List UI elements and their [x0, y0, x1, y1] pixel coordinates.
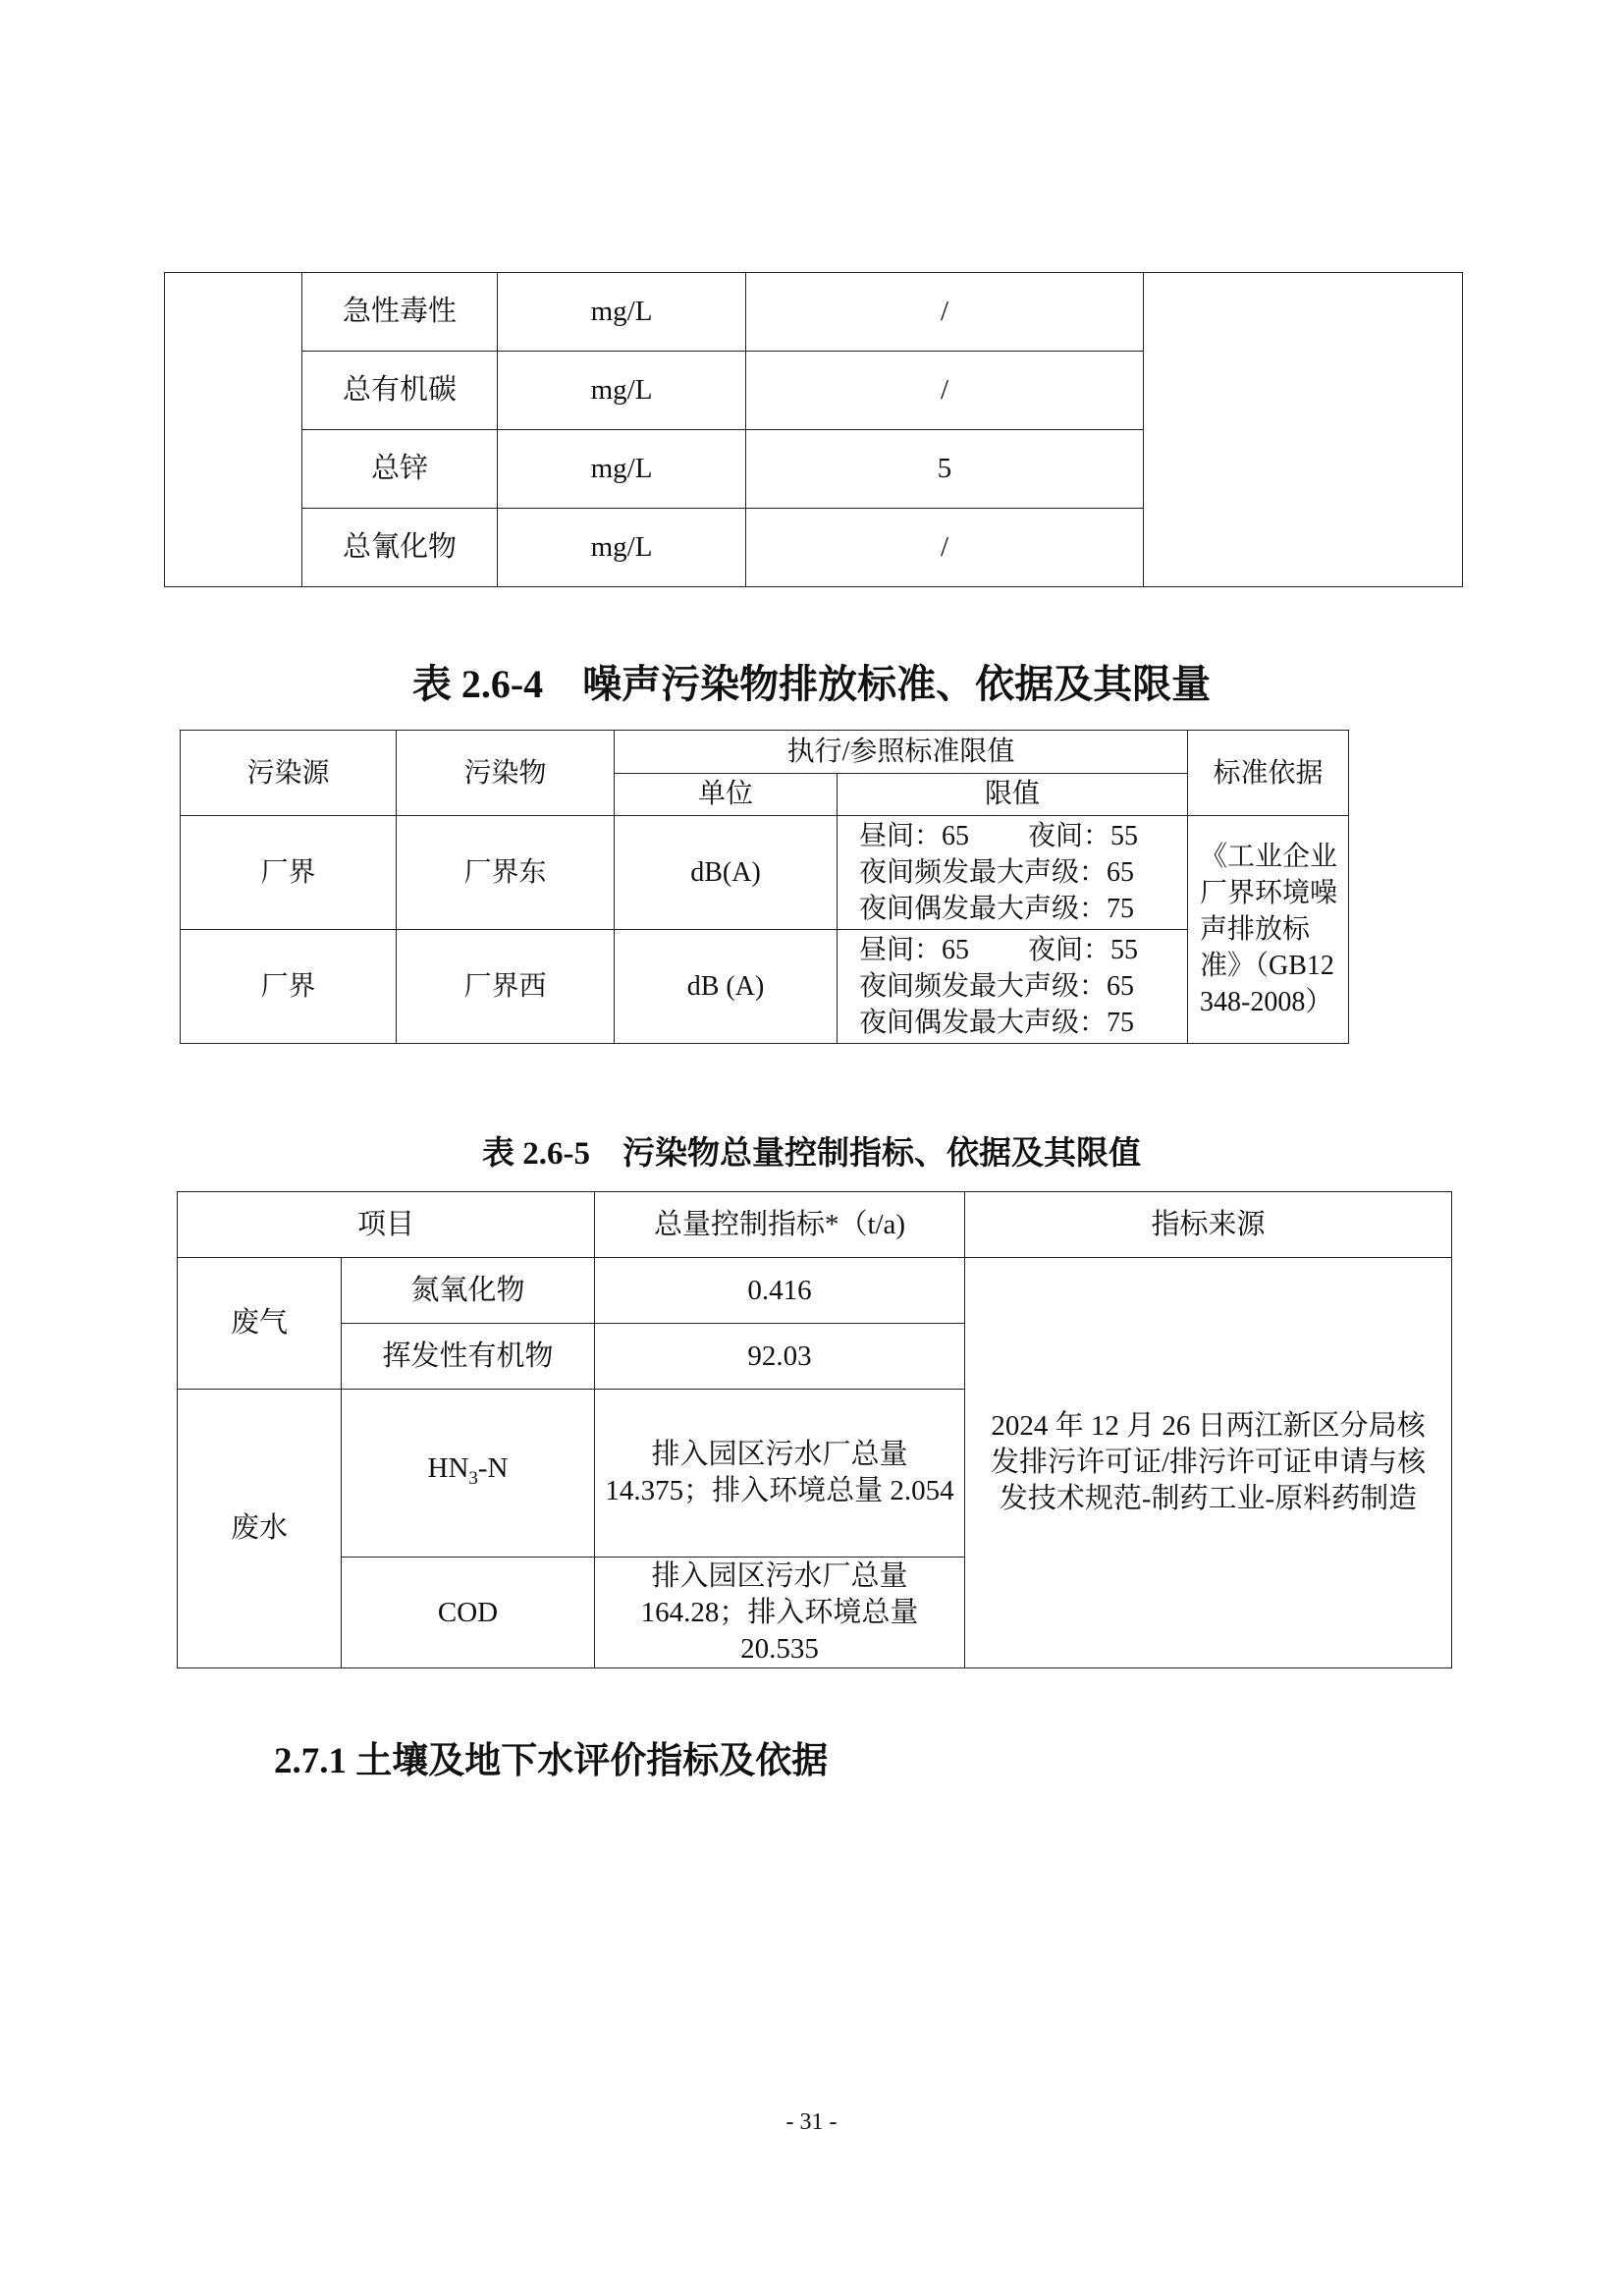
pollutant-unit: mg/L	[498, 273, 746, 352]
nh3-text: HN	[427, 1451, 469, 1484]
nh3-suffix: -N	[477, 1451, 509, 1484]
limit-occasional: 夜间偶发最大声级：75	[859, 894, 1135, 924]
header-source: 污染源	[181, 731, 397, 816]
table-caption-total-control: 表 2.6-5 污染物总量控制指标、依据及其限值	[482, 1136, 1141, 1172]
pollutant-name: 急性毒性	[302, 273, 498, 352]
header-limit: 限值	[838, 773, 1188, 816]
pollutant-name: 总氰化物	[302, 509, 498, 587]
noise-pollutant: 厂界东	[397, 816, 615, 930]
pollutant-limit: /	[746, 273, 1144, 352]
item-value-nh3: 排入园区污水厂总量14.375；排入环境总量 2.054	[595, 1390, 965, 1558]
item-name: 氮氧化物	[342, 1258, 595, 1324]
header-basis: 标准依据	[1188, 731, 1349, 816]
noise-source: 厂界	[181, 816, 397, 930]
header-unit: 单位	[615, 773, 838, 816]
limit-day: 昼间：65	[859, 935, 970, 965]
nh3-subscript: 3	[468, 1467, 478, 1489]
noise-limit-values	[838, 816, 1188, 930]
item-name-nh3	[342, 1390, 595, 1558]
pollutant-unit: mg/L	[498, 352, 746, 430]
limit-night: 夜间：55	[1028, 935, 1139, 965]
table-row	[165, 273, 1463, 352]
pollutant-limit: /	[746, 352, 1144, 430]
indicator-source: 2024 年 12 月 26 日两江新区分局核发排污许可证/排污许可证申请与核发技术规范-制药工业-原料药制造	[965, 1258, 1452, 1668]
header-row	[178, 1192, 1452, 1258]
header-quota: 总量控制指标*（t/a)	[595, 1192, 965, 1258]
item-name: 挥发性有机物	[342, 1324, 595, 1390]
basis-cell-empty	[1144, 273, 1463, 587]
header-item: 项目	[178, 1192, 595, 1258]
noise-unit: dB(A)	[615, 816, 838, 930]
noise-standards-table	[180, 730, 1349, 1044]
header-row	[181, 731, 1349, 774]
pollutant-name: 总有机碳	[302, 352, 498, 430]
limit-night: 夜间：55	[1028, 821, 1139, 851]
table-row	[181, 930, 1349, 1044]
noise-limit-values	[838, 930, 1188, 1044]
pollutant-limit: 5	[746, 430, 1144, 509]
noise-unit: dB (A)	[615, 930, 838, 1044]
header-standard-group: 执行/参照标准限值	[615, 731, 1188, 774]
noise-source: 厂界	[181, 930, 397, 1044]
item-value: 0.416	[595, 1258, 965, 1324]
noise-pollutant: 厂界西	[397, 930, 615, 1044]
section-heading: 2.7.1 土壤及地下水评价指标及依据	[274, 1741, 829, 1781]
limit-day: 昼间：65	[859, 821, 970, 851]
category-cell-empty	[165, 273, 302, 587]
table-caption-noise: 表 2.6-4 噪声污染物排放标准、依据及其限量	[411, 662, 1212, 706]
category-water: 废水	[178, 1390, 342, 1668]
pollutant-limit: /	[746, 509, 1144, 587]
pollutant-unit: mg/L	[498, 509, 746, 587]
item-value: 92.03	[595, 1324, 965, 1390]
header-source: 指标来源	[965, 1192, 1452, 1258]
item-value-cod: 排入园区污水厂总量164.28；排入环境总量20.535	[595, 1558, 965, 1668]
pollutant-limits-table-continued	[164, 272, 1463, 587]
pollutant-unit: mg/L	[498, 430, 746, 509]
limit-frequent: 夜间频发最大声级：65	[859, 971, 1135, 1002]
category-gas: 废气	[178, 1258, 342, 1390]
item-name-cod: COD	[342, 1558, 595, 1668]
table-row	[181, 816, 1349, 930]
header-pollutant: 污染物	[397, 731, 615, 816]
total-control-table	[177, 1191, 1452, 1668]
table-row	[178, 1258, 1452, 1324]
noise-standard-basis: 《工业企业厂界环境噪声排放标准》（GB12348-2008）	[1188, 816, 1349, 1044]
limit-occasional: 夜间偶发最大声级：75	[859, 1008, 1135, 1038]
limit-frequent: 夜间频发最大声级：65	[859, 857, 1135, 888]
pollutant-name: 总锌	[302, 430, 498, 509]
page-number: - 31 -	[785, 2109, 838, 2135]
